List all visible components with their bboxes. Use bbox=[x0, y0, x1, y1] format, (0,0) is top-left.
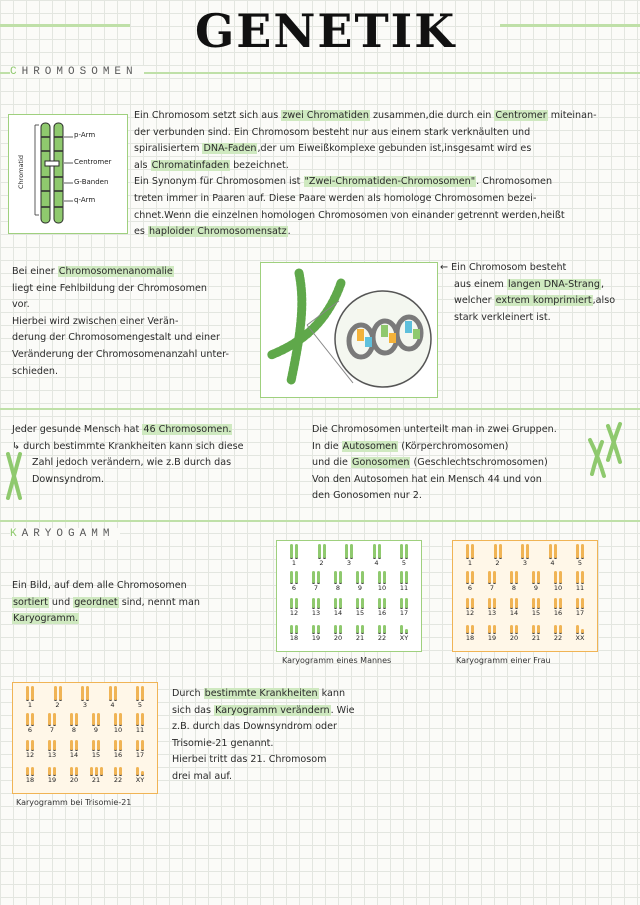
chromosome-number: 3 bbox=[522, 559, 528, 567]
chromosome-pair bbox=[459, 595, 481, 617]
chromosome-number: 7 bbox=[49, 726, 55, 734]
chromosome-icon bbox=[466, 570, 474, 584]
chromosome-icon bbox=[576, 620, 584, 634]
chromosome-pair bbox=[283, 620, 305, 642]
chromosome-icon bbox=[356, 595, 364, 609]
chromosome-icon bbox=[26, 712, 34, 726]
chromosome-icon bbox=[466, 620, 474, 634]
chromosome-pair bbox=[393, 620, 415, 642]
chromosome-pair bbox=[349, 570, 371, 592]
chromosome-icon bbox=[26, 687, 34, 701]
chromosome-number: 21 bbox=[531, 634, 541, 642]
chromosome-pair bbox=[129, 687, 151, 709]
karyogramm-frau bbox=[452, 540, 598, 652]
label-g-banden: G-Banden bbox=[74, 178, 109, 186]
chromosome-icon bbox=[136, 712, 144, 726]
chromosome-number: XY bbox=[399, 634, 409, 642]
chromosome-icon bbox=[400, 570, 408, 584]
chromosome-icon bbox=[400, 595, 408, 609]
chromosome-number: 15 bbox=[91, 751, 101, 759]
chromosome-icon bbox=[92, 737, 100, 751]
chromosome-number: 7 bbox=[313, 584, 319, 592]
chromosome-pair bbox=[371, 595, 393, 617]
chromosome-number: 19 bbox=[487, 634, 497, 642]
chromosome-pair bbox=[393, 595, 415, 617]
chromosome-number: 20 bbox=[333, 634, 343, 642]
karyogramm-trisomie bbox=[12, 682, 158, 794]
page-title: GENETIK bbox=[195, 4, 457, 58]
chromosome-icon bbox=[532, 570, 540, 584]
karyogram-row bbox=[19, 687, 151, 709]
chromosome-icon bbox=[114, 762, 122, 776]
karyogram-row bbox=[459, 570, 591, 592]
chromosome-pair bbox=[525, 620, 547, 642]
chromosome-number: XY bbox=[135, 776, 145, 784]
chromosome-pair bbox=[327, 620, 349, 642]
chromosome-pair bbox=[514, 545, 536, 567]
dna-illustration bbox=[260, 262, 438, 398]
karyogram-row bbox=[459, 545, 591, 567]
chromosome-pair bbox=[542, 545, 564, 567]
chromosome-icon bbox=[70, 762, 78, 776]
chromosome-icon bbox=[510, 595, 518, 609]
chromosome-icon bbox=[400, 545, 408, 559]
chromosome-icon bbox=[312, 595, 320, 609]
chromosome-number: 22 bbox=[553, 634, 563, 642]
chromosome-number: 19 bbox=[311, 634, 321, 642]
chromosome-number: 5 bbox=[137, 701, 143, 709]
chromosome-pair bbox=[481, 620, 503, 642]
chromosome-pair bbox=[371, 620, 393, 642]
chromosome-pair bbox=[525, 595, 547, 617]
chromosome-icon bbox=[136, 737, 144, 751]
title-rule-right bbox=[500, 24, 640, 27]
chromosome-icon bbox=[576, 545, 584, 559]
chromosome-pair bbox=[305, 570, 327, 592]
chromosome-pair bbox=[283, 545, 305, 567]
chromosome-icon bbox=[136, 687, 144, 701]
section-title-karyogramm: KARYOGAMM bbox=[10, 528, 120, 540]
chromosome-number: 22 bbox=[113, 776, 123, 784]
chromosome-number: 2 bbox=[495, 559, 500, 567]
chromosome-number: 20 bbox=[69, 776, 79, 784]
chromosome-pair bbox=[85, 737, 107, 759]
chromosome-pair bbox=[327, 595, 349, 617]
chromosome-number: 18 bbox=[465, 634, 475, 642]
karyogram-row bbox=[19, 762, 151, 784]
chromosome-icon bbox=[378, 570, 386, 584]
chromosome-icon bbox=[114, 737, 122, 751]
chromosome-pair bbox=[41, 737, 63, 759]
chromosome-pair bbox=[305, 620, 327, 642]
chromosome-pair bbox=[47, 687, 69, 709]
chromosome-icon bbox=[9, 115, 127, 233]
chromosome-pair bbox=[19, 737, 41, 759]
arrow-left-icon: ← bbox=[440, 262, 452, 273]
chromosome-number: 9 bbox=[93, 726, 99, 734]
karyogram-row bbox=[283, 620, 415, 642]
chromosome-pair bbox=[85, 762, 107, 784]
chromosome-icon bbox=[334, 620, 342, 634]
chromosome-number: 14 bbox=[509, 609, 519, 617]
chromosome-pair bbox=[107, 712, 129, 734]
chromosome-icon bbox=[48, 737, 56, 751]
title-rule-left bbox=[0, 24, 130, 27]
divider-rule-2 bbox=[0, 520, 640, 522]
chromosome-number: 18 bbox=[289, 634, 299, 642]
chromosome-number: 10 bbox=[377, 584, 387, 592]
chromosome-pair bbox=[19, 687, 41, 709]
chromosome-icon bbox=[554, 570, 562, 584]
karyogram-row bbox=[19, 712, 151, 734]
chromosome-icon bbox=[400, 620, 408, 634]
chromosome-pair bbox=[129, 737, 151, 759]
chromosome-number: 12 bbox=[465, 609, 475, 617]
karyogram-row bbox=[283, 595, 415, 617]
chromosome-icon bbox=[378, 620, 386, 634]
chromosome-pair bbox=[366, 545, 388, 567]
karyogram-row bbox=[459, 620, 591, 642]
chromosome-icon bbox=[378, 595, 386, 609]
chromosome-icon bbox=[576, 570, 584, 584]
chromosome-number: 9 bbox=[533, 584, 539, 592]
chromosome-number: 7 bbox=[489, 584, 495, 592]
chromosome-icon bbox=[356, 620, 364, 634]
chromosome-pair bbox=[102, 687, 124, 709]
section-title-chromosomen: CHROMOSOMEN bbox=[10, 66, 144, 78]
chromosome-pair bbox=[459, 545, 481, 567]
chromosome-icon bbox=[494, 545, 502, 559]
chromosome-number: 14 bbox=[69, 751, 79, 759]
chromosome-icon bbox=[290, 545, 298, 559]
chromosome-pair bbox=[283, 570, 305, 592]
chromosome-number: 1 bbox=[291, 559, 297, 567]
chromosome-icon bbox=[48, 712, 56, 726]
chromosome-pair bbox=[459, 620, 481, 642]
chromosome-number: 4 bbox=[110, 701, 115, 709]
chromosome-pair bbox=[305, 595, 327, 617]
chromosome-pair bbox=[547, 620, 569, 642]
chromosome-number: 16 bbox=[113, 751, 123, 759]
chromosome-number: 17 bbox=[399, 609, 409, 617]
chromosome-number: 16 bbox=[553, 609, 563, 617]
chromosome-pair bbox=[569, 595, 591, 617]
label-p-arm: p-Arm bbox=[74, 131, 96, 139]
dna-note: ← Ein Chromosom besteht aus einem langen DNA-Strang, welcher extrem komprimiert,also stark verkleinert ist. bbox=[440, 262, 616, 323]
chromosome-pair bbox=[503, 570, 525, 592]
chromosome-pair bbox=[547, 595, 569, 617]
chromosome-number: 12 bbox=[289, 609, 299, 617]
chromosome-icon bbox=[26, 762, 34, 776]
chromosome-pair bbox=[547, 570, 569, 592]
chromosome-icon bbox=[334, 595, 342, 609]
trisomie-paragraph: Durch bestimmte Krankheiten kann sich das Karyogramm verändern. Wie z.B. durch das Downsyndrom oder Trisomie-21 genannt. Hierbei tritt das 21. Chromosom drei mal auf. bbox=[172, 688, 355, 782]
chromosome-icon bbox=[290, 570, 298, 584]
chromosome-icon bbox=[114, 712, 122, 726]
chromosome-pair bbox=[129, 712, 151, 734]
chromosome-icon bbox=[54, 687, 62, 701]
chromosome-number: 3 bbox=[346, 559, 352, 567]
chromosome-icon bbox=[92, 712, 100, 726]
chromosome-pair bbox=[569, 570, 591, 592]
chromosome-pair bbox=[129, 762, 151, 784]
chromosome-number: 17 bbox=[135, 751, 145, 759]
chromosome-number: 18 bbox=[25, 776, 35, 784]
chromosome-icon bbox=[312, 620, 320, 634]
chromosome-icon bbox=[576, 595, 584, 609]
chromosome-icon bbox=[510, 570, 518, 584]
chromosome-pair bbox=[74, 687, 96, 709]
chromosome-pair bbox=[41, 712, 63, 734]
chromosome-number: 10 bbox=[113, 726, 123, 734]
chromosome-number: 1 bbox=[27, 701, 33, 709]
anomalie-paragraph: Bei einer Chromosomenanomalie liegt eine Fehlbildung der Chromosomen vor. Hierbei wird zwischen einer Verän- derung der Chromosomengestalt und einer Veränderung der Chromosomenanzahl unter- schieden. bbox=[12, 266, 229, 377]
chromosome-pair bbox=[569, 620, 591, 642]
chromosome-icon bbox=[312, 570, 320, 584]
karyogram-row bbox=[283, 570, 415, 592]
karyogram-row bbox=[283, 545, 415, 567]
chromosome-pair bbox=[371, 570, 393, 592]
chromosome-pair bbox=[338, 545, 360, 567]
label-chromatid: Chromatid bbox=[17, 155, 25, 189]
chromosome-icon bbox=[356, 570, 364, 584]
chromosome-icon bbox=[532, 620, 540, 634]
caption-karyogramm-mann: Karyogramm eines Mannes bbox=[282, 656, 392, 665]
karyogramm-mann bbox=[276, 540, 422, 652]
chromosome-icon bbox=[466, 595, 474, 609]
chromosome-icon bbox=[488, 570, 496, 584]
chromosome-pair-icon bbox=[586, 420, 626, 480]
chromosome-number: 15 bbox=[531, 609, 541, 617]
chromosome-icon bbox=[109, 687, 117, 701]
chromosome-number: 21 bbox=[355, 634, 365, 642]
chromosome-pair bbox=[63, 762, 85, 784]
chromosome-number: 17 bbox=[575, 609, 585, 617]
chromosome-pair bbox=[327, 570, 349, 592]
chromosome-icon bbox=[373, 545, 381, 559]
chromosome-pair bbox=[349, 595, 371, 617]
chromosome-icon bbox=[532, 595, 540, 609]
chromosome-icon bbox=[554, 620, 562, 634]
caption-karyogramm-trisomie: Karyogramm bei Trisomie-21 bbox=[16, 798, 132, 807]
groups-paragraph: Die Chromosomen unterteilt man in zwei Gruppen. In die Autosomen (Körperchromosomen) und die Gonosomen (Geschlechtschromosomen) Von den Autosomen hat ein Mensch 44 und von den Gonosomen nur 2. bbox=[312, 424, 557, 502]
label-q-arm: q-Arm bbox=[74, 196, 96, 204]
chromosome-number: 6 bbox=[291, 584, 297, 592]
chromosome-pair bbox=[481, 595, 503, 617]
chromosome-number: 3 bbox=[82, 701, 88, 709]
chromosome-number: 16 bbox=[377, 609, 387, 617]
chromosome-pair bbox=[107, 762, 129, 784]
chromosome-icon bbox=[554, 595, 562, 609]
chromosome-icon bbox=[318, 545, 326, 559]
chromosome-pair bbox=[63, 737, 85, 759]
chromosome-number: 13 bbox=[311, 609, 321, 617]
chromosome-number: 11 bbox=[135, 726, 145, 734]
chromosome-number: 10 bbox=[553, 584, 563, 592]
chromosome-number: 6 bbox=[27, 726, 33, 734]
chromosome-number: 22 bbox=[377, 634, 387, 642]
chromosome-icon bbox=[90, 762, 103, 776]
chromosome-pair bbox=[85, 712, 107, 734]
caption-karyogramm-frau: Karyogramm einer Frau bbox=[456, 656, 551, 665]
chromosome-pair bbox=[19, 762, 41, 784]
dna-helix-icon bbox=[261, 263, 437, 397]
chromosome-icon bbox=[136, 762, 144, 776]
label-centromer: Centromer bbox=[74, 158, 112, 166]
chromosome-pair bbox=[393, 545, 415, 567]
chromosome-number: 13 bbox=[487, 609, 497, 617]
chromosome-number: 11 bbox=[575, 584, 585, 592]
chromosome-number: 14 bbox=[333, 609, 343, 617]
chromosome-icon bbox=[290, 595, 298, 609]
chromosome-number: 13 bbox=[47, 751, 57, 759]
chromosome-number: 1 bbox=[467, 559, 473, 567]
chromosome-number: 19 bbox=[47, 776, 57, 784]
chromosome-pair bbox=[525, 570, 547, 592]
chromosome-number: 5 bbox=[401, 559, 407, 567]
chromosome-icon bbox=[345, 545, 353, 559]
chromosome-pair bbox=[481, 570, 503, 592]
chromosome-icon bbox=[70, 712, 78, 726]
chromosome-pair bbox=[503, 595, 525, 617]
chromosome-pair bbox=[41, 762, 63, 784]
chromosome-icon bbox=[488, 620, 496, 634]
karyogram-row bbox=[459, 595, 591, 617]
chromosome-number: 4 bbox=[550, 559, 555, 567]
chromosome-number: 20 bbox=[509, 634, 519, 642]
chromosome-number: 6 bbox=[467, 584, 473, 592]
x-chromosome-icon bbox=[4, 452, 24, 500]
chromosome-icon bbox=[334, 570, 342, 584]
chromosome-pair bbox=[569, 545, 591, 567]
chromosome-icon bbox=[521, 545, 529, 559]
chromosome-number: 8 bbox=[511, 584, 517, 592]
chromosome-pair bbox=[349, 620, 371, 642]
chromosome-icon bbox=[48, 762, 56, 776]
chromosome-icon bbox=[510, 620, 518, 634]
chromosome-number: 2 bbox=[319, 559, 324, 567]
chromosome-icon bbox=[81, 687, 89, 701]
chromosome-pair bbox=[107, 737, 129, 759]
karyogramm-definition: Ein Bild, auf dem alle Chromosomen sortiert und geordnet sind, nennt man Karyogramm. bbox=[12, 580, 200, 625]
chromosome-pair bbox=[459, 570, 481, 592]
chromosome-number: 8 bbox=[71, 726, 77, 734]
chromosome-number: 8 bbox=[335, 584, 341, 592]
chromosome-pair bbox=[311, 545, 333, 567]
chromosome-number: 4 bbox=[374, 559, 379, 567]
karyogram-row bbox=[19, 737, 151, 759]
chromosome-number: 11 bbox=[399, 584, 409, 592]
chromosome-pair bbox=[19, 712, 41, 734]
chromosome-diagram bbox=[8, 114, 128, 234]
chromosome-pair bbox=[283, 595, 305, 617]
chromosome-icon bbox=[488, 595, 496, 609]
chromosome-pair bbox=[393, 570, 415, 592]
chromosome-pair bbox=[63, 712, 85, 734]
chromosome-pair bbox=[503, 620, 525, 642]
chromosome-number: 9 bbox=[357, 584, 363, 592]
chromosome-number: 2 bbox=[55, 701, 60, 709]
chromosome-number: 12 bbox=[25, 751, 35, 759]
chromosome-icon bbox=[290, 620, 298, 634]
divider-rule bbox=[0, 408, 640, 410]
chromosome-pair bbox=[487, 545, 509, 567]
chromosome-icon bbox=[26, 737, 34, 751]
chromosome-icon bbox=[70, 737, 78, 751]
chromosome-icon bbox=[466, 545, 474, 559]
intro-paragraph: Ein Chromosom setzt sich aus zwei Chromatiden zusammen,die durch ein Centromer miteinan- der verbunden sind. Ein Chromosom besteht nur aus einem stark verknäulten und spiralisiertem DNA-Faden,der um Eiweißkomplexe gebunden ist,insgesamt wird es als Chromatinfaden bezeichnet. Ein Synonym für Chromosomen ist "Zwei-Chromatiden-Chromosomen". Chromosomen treten immer in Paaren auf. Diese Paare werden als homologe Chromosomen bezei- chnet.Wenn die einzelnen homologen Chromosomen von einander getrennt werden,heißt es haploider Chromosomensatz. bbox=[134, 110, 597, 238]
chromosome-icon bbox=[549, 545, 557, 559]
chromosome-number: 5 bbox=[577, 559, 583, 567]
human-count-paragraph: Jeder gesunde Mensch hat 46 Chromosomen. ↳ durch bestimmte Krankheiten kann sich diese Zahl jedoch verändern, wie z.B durch das Downsyndrom. bbox=[12, 424, 244, 485]
chromosome-number: 21 bbox=[91, 776, 101, 784]
chromosome-number: XX bbox=[575, 634, 585, 642]
chromosome-number: 15 bbox=[355, 609, 365, 617]
